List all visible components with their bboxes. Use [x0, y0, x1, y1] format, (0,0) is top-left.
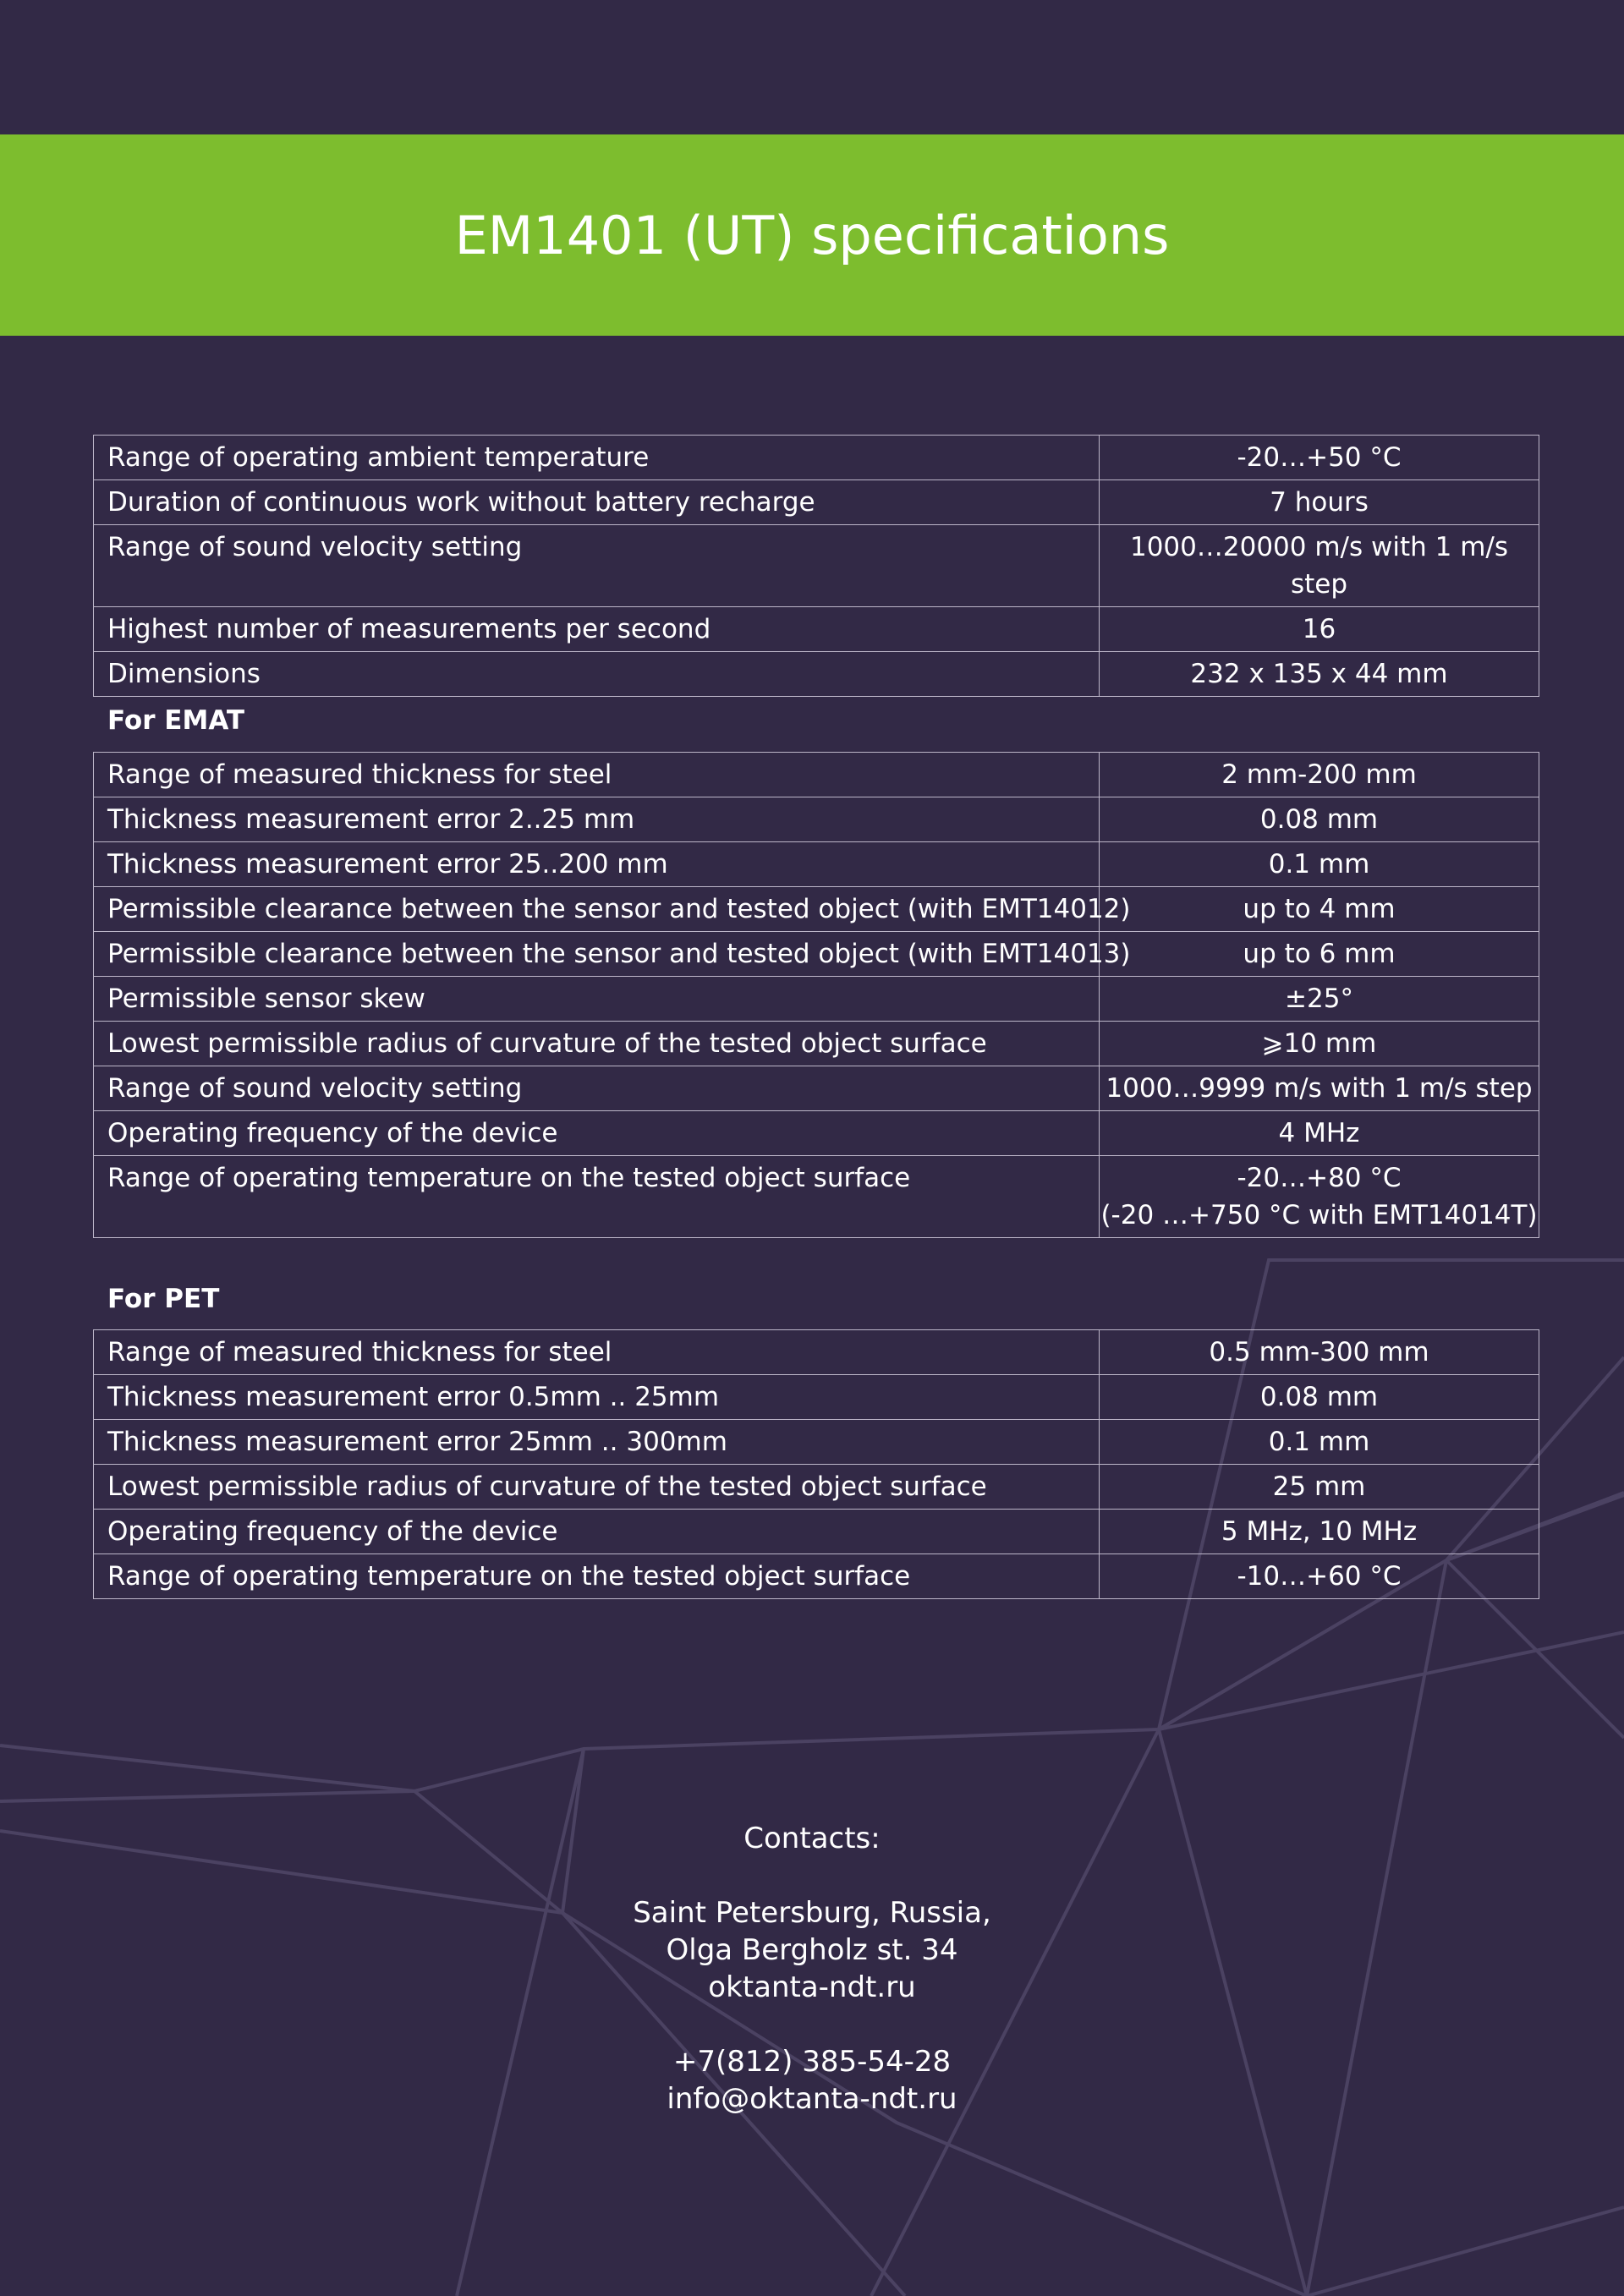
spec-value: 7 hours — [1100, 480, 1539, 525]
page-title: EM1401 (UT) specifications — [454, 204, 1170, 266]
spec-label: Permissible clearance between the sensor and tested object (with EMT14012) — [94, 887, 1100, 932]
table-row — [94, 607, 1539, 652]
spec-label: Range of operating temperature on the tested object surface — [94, 1156, 1100, 1238]
contacts-phone[interactable]: +7(812) 385-54-28 — [672, 2045, 952, 2079]
spec-value: 0.1 mm — [1100, 1420, 1539, 1465]
table-row — [94, 1554, 1539, 1599]
table-row — [94, 842, 1539, 887]
spec-label: Lowest permissible radius of curvature of the tested object surface — [94, 1022, 1100, 1066]
spec-label: Permissible clearance between the sensor and tested object (with EMT14013) — [94, 932, 1100, 977]
table-row — [94, 1330, 1539, 1375]
spec-value: 232 х 135 х 44 mm — [1100, 652, 1539, 697]
spec-label: Thickness measurement error 2..25 mm — [94, 797, 1100, 842]
spec-value: 0.5 mm-300 mm — [1100, 1330, 1539, 1375]
spec-label: Operating frequency of the device — [94, 1111, 1100, 1156]
spec-value: 0.08 mm — [1100, 1375, 1539, 1420]
table-row — [94, 977, 1539, 1022]
table-row — [94, 887, 1539, 932]
spec-label: Range of operating temperature on the tested object surface — [94, 1554, 1100, 1599]
table-row — [94, 1420, 1539, 1465]
spec-label: Thickness measurement error 25..200 mm — [94, 842, 1100, 887]
table-row — [94, 932, 1539, 977]
pet-spec-table — [93, 1329, 1539, 1599]
contacts-city: Saint Petersburg, Russia, — [633, 1896, 991, 1930]
spec-label: Range of measured thickness for steel — [94, 1330, 1100, 1375]
spec-label: Highest number of measurements per second — [94, 607, 1100, 652]
spec-label: Dimensions — [94, 652, 1100, 697]
contacts-website-link[interactable]: oktanta-ndt.ru — [708, 1970, 916, 2004]
spec-value: 1000…20000 m/s with 1 m/s step — [1100, 525, 1539, 607]
contacts-email-link[interactable]: info@oktanta-ndt.ru — [667, 2082, 957, 2116]
spec-value: 1000…9999 m/s with 1 m/s step — [1100, 1066, 1539, 1111]
contacts-block — [0, 1820, 1624, 2118]
spec-label: Range of operating ambient temperature — [94, 436, 1100, 480]
spec-value: ±25° — [1100, 977, 1539, 1022]
table-row — [94, 1066, 1539, 1111]
table-row — [94, 1510, 1539, 1554]
table-row — [94, 1465, 1539, 1510]
emat-spec-table — [93, 752, 1539, 1238]
spec-value: -20…+80 °С (-20 …+750 °С with EMT14014T) — [1100, 1156, 1539, 1238]
spec-label: Permissible sensor skew — [94, 977, 1100, 1022]
spec-value: 0.08 mm — [1100, 797, 1539, 842]
emat-section-title: For EMAT — [107, 705, 245, 736]
table-row — [94, 1022, 1539, 1066]
spec-label: Operating frequency of the device — [94, 1510, 1100, 1554]
spec-value: -10…+60 °С — [1100, 1554, 1539, 1599]
table-row — [94, 797, 1539, 842]
spec-value: up to 6 mm — [1100, 932, 1539, 977]
spec-label: Thickness measurement error 25mm .. 300mm — [94, 1420, 1100, 1465]
pet-section-title: For PET — [107, 1284, 220, 1314]
spec-value: up to 4 mm — [1100, 887, 1539, 932]
spec-value: 25 mm — [1100, 1465, 1539, 1510]
table-row — [94, 652, 1539, 697]
spec-label: Range of measured thickness for steel — [94, 753, 1100, 797]
spec-value: -20…+50 °С — [1100, 436, 1539, 480]
spec-value: ⩾10 mm — [1100, 1022, 1539, 1066]
spec-label: Lowest permissible radius of curvature of the tested object surface — [94, 1465, 1100, 1510]
spec-value: 2 mm-200 mm — [1100, 753, 1539, 797]
contacts-street: Olga Bergholz st. 34 — [666, 1933, 958, 1967]
table-row — [94, 480, 1539, 525]
spec-value: 16 — [1100, 607, 1539, 652]
spec-label: Duration of continuous work without battery recharge — [94, 480, 1100, 525]
header-banner — [0, 134, 1624, 336]
table-row — [94, 1111, 1539, 1156]
spec-value: 5 MHz, 10 MHz — [1100, 1510, 1539, 1554]
spec-value: 4 MHz — [1100, 1111, 1539, 1156]
spec-label: Range of sound velocity setting — [94, 525, 1100, 607]
table-row — [94, 436, 1539, 480]
spec-label: Range of sound velocity setting — [94, 1066, 1100, 1111]
table-row — [94, 525, 1539, 607]
contacts-title: Contacts: — [743, 1822, 881, 1855]
table-row — [94, 1375, 1539, 1420]
spec-value: 0.1 mm — [1100, 842, 1539, 887]
table-row — [94, 753, 1539, 797]
contacts-spacer — [0, 2006, 1624, 2043]
general-spec-table — [93, 435, 1539, 697]
spec-label: Thickness measurement error 0.5mm .. 25mm — [94, 1375, 1100, 1420]
table-row — [94, 1156, 1539, 1238]
